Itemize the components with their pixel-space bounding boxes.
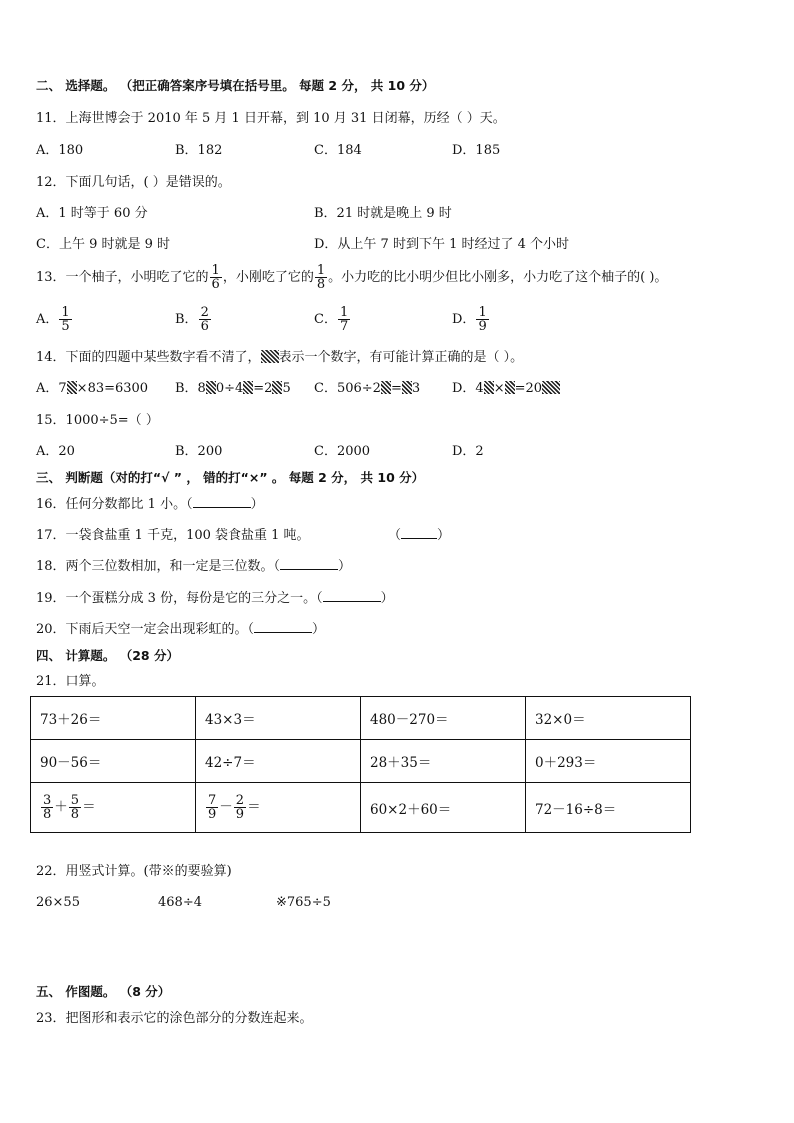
numerator: 1 [478,305,487,320]
q22-item-1: 26×55 [36,895,80,910]
q15-stem: 15．1000÷5=（ ） [36,413,159,428]
numerator: 7 [208,793,217,808]
mental-math-table [30,696,691,833]
section-2-title: 二、 选择题。 （把正确答案序号填在括号里。 每题 2 分， 共 10 分） [36,78,435,93]
option-fraction [477,306,487,333]
text: C．506÷2 [314,381,381,396]
q14-option-b [175,381,291,397]
q14-stem-part-b: 表示一个数字，有可能计算正确的是（ ）。 [278,350,524,365]
bracket-open: （ [388,528,402,543]
table-cell: 32×0＝ [526,697,691,740]
table-row [31,783,691,833]
q13-fraction-1 [211,264,221,291]
q13-fraction-2 [316,264,326,291]
q22-item-3: ※765÷5 [276,895,331,910]
equals: ＝ [247,799,261,815]
table-cell: 73＋26＝ [31,697,196,740]
answer-blank[interactable] [323,601,381,602]
smudge-symbol [206,381,216,394]
fraction [235,794,245,821]
q15-option-a: A．20 [36,444,75,459]
text: = [390,381,402,396]
option-label: D． [452,312,476,327]
numerator: 2 [200,305,209,320]
operator: － [219,799,233,815]
text: D．4 [452,381,484,396]
bracket-close: ） [338,559,352,574]
denominator: 9 [235,807,245,822]
text: ×83=6300 [76,381,149,396]
section-4-title: 四、 计算题。 （28 分） [36,648,179,663]
option-label: B． [175,312,198,327]
option-fraction [339,306,349,333]
table-row [31,697,691,740]
table-cell: 28＋35＝ [361,740,526,783]
q13-stem [36,263,667,293]
bracket-close: ） [380,591,394,606]
denominator: 9 [208,807,217,822]
q21-stem: 21．口算。 [36,674,105,689]
numerator: 1 [61,305,70,320]
equals: ＝ [82,799,96,815]
q13-stem-part-c: 。小力吃的比小明少但比小刚多，小力吃了这个柚子的( )。 [328,270,668,285]
q11-option-a: A．180 [36,143,84,158]
text: 3 [411,381,421,396]
text: × [493,381,505,396]
q15-option-b: B．200 [175,444,223,459]
smudge-symbol [542,381,560,394]
table-cell: 480－270＝ [361,697,526,740]
table-cell: 60×2＋60＝ [361,783,526,833]
denominator: 9 [478,319,487,334]
fraction [42,794,52,821]
text: A．7 [36,381,67,396]
q14-option-c [314,381,420,397]
numerator: 3 [43,793,52,808]
smudge-symbol [402,381,412,394]
denominator: 6 [211,277,220,292]
smudge-symbol [381,381,391,394]
q13-option-c [314,305,351,335]
table-row [31,740,691,783]
q22-stem: 22．用竖式计算。(带※的要验算) [36,864,232,879]
operator: ＋ [54,799,68,815]
q13-stem-part-b: ，小刚吃了它的 [222,270,314,285]
q13-option-a [36,305,73,335]
q15-option-d: D．2 [452,444,484,459]
table-cell [196,783,361,833]
table-cell: 42÷7＝ [196,740,361,783]
q16 [36,497,264,513]
q12-option-c: C．上午 9 时就是 9 时 [36,237,171,252]
numerator: 1 [339,305,349,320]
q12-stem: 12．下面几句话，( ）是错误的。 [36,175,231,190]
bracket-close: ） [250,497,264,512]
table-cell: 72－16÷8＝ [526,783,691,833]
q17-answer [388,528,450,544]
table-cell: 90－56＝ [31,740,196,783]
denominator: 5 [61,319,70,334]
denominator: 7 [339,319,349,334]
section-5-title: 五、 作图题。 （8 分） [36,984,171,999]
q12-option-b: B．21 时就是晚上 9 时 [314,206,452,221]
numerator: 1 [316,263,326,278]
answer-blank[interactable] [280,569,338,570]
q20 [36,622,325,638]
q14-option-a [36,381,148,397]
table-cell: 0＋293＝ [526,740,691,783]
q11-option-b: B．182 [175,143,223,158]
numerator: 1 [211,263,220,278]
q15-option-c: C．2000 [314,444,371,459]
q13-stem-part-a: 13．一个柚子，小明吃了它的 [36,270,209,285]
q12-option-d: D．从上午 7 时到下午 1 时经过了 4 个小时 [314,237,570,252]
q20-text: 20．下雨后天空一定会出现彩虹的。（ [36,622,255,637]
q16-text: 16．任何分数都比 1 小。（ [36,497,193,512]
smudge-symbol [243,381,253,394]
q11-option-c: C．184 [314,143,362,158]
q13-option-d [452,305,490,335]
answer-blank[interactable] [193,507,251,508]
q17-text: 17．一袋食盐重 1 千克，100 袋食盐重 1 吨。 [36,528,310,543]
q14-option-d [452,381,560,397]
fraction [70,794,80,821]
smudge-symbol [261,350,279,363]
q14-stem [36,350,523,366]
q19 [36,591,394,607]
table-cell [31,783,196,833]
option-fraction [60,306,70,333]
q14-stem-part-a: 14．下面的四题中某些数字看不清了， [36,350,261,365]
smudge-symbol [272,381,282,394]
denominator: 8 [316,277,326,292]
option-fraction [200,306,210,333]
answer-blank[interactable] [254,632,312,633]
text: B．8 [175,381,206,396]
numerator: 2 [235,793,245,808]
text: =20 [514,381,543,396]
text: 0÷4 [215,381,244,396]
q18-text: 18．两个三位数相加，和一定是三位数。（ [36,559,281,574]
q13-option-b [175,305,212,335]
q19-text: 19．一个蛋糕分成 3 份，每份是它的三分之一。（ [36,591,323,606]
table-cell: 43×3＝ [196,697,361,740]
q23-stem: 23．把图形和表示它的涂色部分的分数连起来。 [36,1011,313,1026]
q12-option-a: A．1 时等于 60 分 [36,206,148,221]
answer-blank[interactable] [401,538,437,539]
smudge-symbol [67,381,77,394]
text: 5 [282,381,291,396]
option-label: C． [314,312,337,327]
denominator: 6 [200,319,209,334]
q11-option-d: D．185 [452,143,501,158]
smudge-symbol [505,381,515,394]
fraction [207,794,217,821]
text: =2 [253,381,273,396]
q18 [36,559,351,575]
q22-item-2: 468÷4 [158,895,202,910]
denominator: 8 [43,807,52,822]
q11-stem: 11．上海世博会于 2010 年 5 月 1 日开幕，到 10 月 31 日闭幕，历经（ ）天。 [36,111,506,126]
section-3-title: 三、 判断题（对的打“√ ” ， 错的打“×” 。 每题 2 分， 共 10 分） [36,470,425,485]
bracket-close: ） [437,528,451,543]
numerator: 5 [70,793,80,808]
smudge-symbol [484,381,494,394]
option-label: A． [36,312,59,327]
bracket-close: ） [312,622,326,637]
denominator: 8 [70,807,80,822]
